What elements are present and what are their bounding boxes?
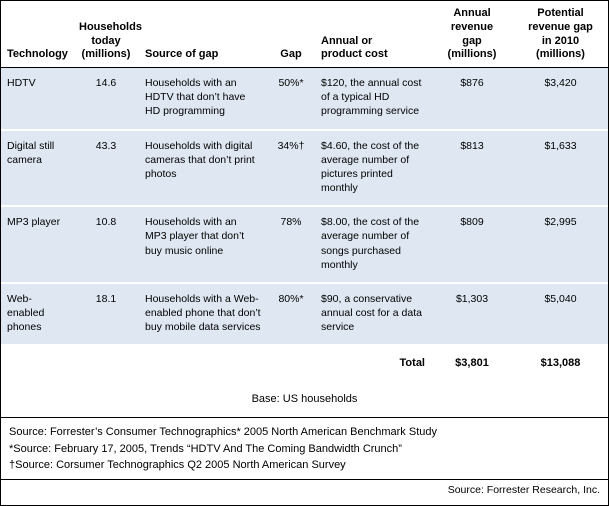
source-line-3: †Source: Corsumer Technographics Q2 2005 North American Survey xyxy=(9,459,346,472)
table-row xyxy=(1,283,608,346)
cell-gap: 78% xyxy=(267,206,315,283)
cell-potential-revenue-gap: $1,633 xyxy=(513,130,608,207)
cell-households-today: 14.6 xyxy=(73,68,139,130)
footer-source: Source: Forrester Research, Inc. xyxy=(447,483,600,496)
column-header-households-line2: today xyxy=(91,34,121,47)
cell-technology: Web-enabled phones xyxy=(1,283,73,346)
cell-cost: $4.60, the cost of the average number of pictures printed monthly xyxy=(315,130,431,207)
source-line-2: *Source: February 17, 2005, Trends “HDTV And The Coming Bandwidth Crunch” xyxy=(9,442,402,455)
cell-source-of-gap: Households with an MP3 player that don’t buy music online xyxy=(139,206,267,283)
base-note: Base: US households xyxy=(251,393,358,406)
total-spacer-2 xyxy=(73,345,139,375)
column-header-households-today xyxy=(73,1,142,68)
table-row xyxy=(1,68,608,130)
cell-potential-revenue-gap: $3,420 xyxy=(513,68,608,130)
table-header xyxy=(1,1,608,68)
cell-annual-revenue-gap: $876 xyxy=(431,68,513,130)
source-line-1: Source: Forrester’s Consumer Technographics* 2005 North American Benchmark Study xyxy=(9,426,437,439)
cell-annual-revenue-gap: $809 xyxy=(431,206,513,283)
column-header-prg-line4: (millions) xyxy=(536,48,585,61)
cell-cost: $90, a conservative annual cost for a data service xyxy=(315,283,431,346)
column-header-source-of-gap xyxy=(139,1,267,68)
column-header-households-line3: (millions) xyxy=(81,48,131,61)
table-row xyxy=(1,130,608,207)
cell-annual-revenue-gap: $813 xyxy=(431,130,513,207)
column-header-gap-label: Gap xyxy=(280,48,302,61)
total-potential-revenue-gap: $13,088 xyxy=(513,345,608,375)
cell-source-of-gap: Households with an HDTV that don’t have HD programming xyxy=(139,68,267,130)
column-header-source-of-gap-label: Source of gap xyxy=(145,48,219,61)
column-header-prg-line3: in 2010 xyxy=(541,34,580,47)
cell-technology: Digital still camera xyxy=(1,130,73,207)
cell-potential-revenue-gap: $2,995 xyxy=(513,206,608,283)
header-row xyxy=(1,1,608,68)
cell-cost: $120, the annual cost of a typical HD programming service xyxy=(315,68,431,130)
total-spacer-1 xyxy=(1,345,73,375)
total-spacer-3 xyxy=(139,345,267,375)
column-header-prg-line1: Potential xyxy=(537,7,584,19)
revenue-gap-table xyxy=(1,1,608,375)
column-header-potential-revenue-gap xyxy=(513,1,608,68)
cell-potential-revenue-gap: $5,040 xyxy=(513,283,608,346)
cell-annual-revenue-gap: $1,303 xyxy=(431,283,513,346)
column-header-arg-line1: Annual xyxy=(453,7,491,19)
total-spacer-4 xyxy=(267,345,315,375)
column-header-technology xyxy=(1,1,73,68)
column-header-arg-line2: revenue xyxy=(450,20,494,33)
column-header-technology-label: Technology xyxy=(7,48,68,61)
cell-cost: $8.00, the cost of the average number of songs purchased monthly xyxy=(315,206,431,283)
total-label: Total xyxy=(315,345,431,375)
column-header-annual-revenue-gap xyxy=(431,1,513,68)
cell-technology: MP3 player xyxy=(1,206,73,283)
column-header-households-line1: Households xyxy=(79,20,142,33)
column-header-cost-line1: Annual or xyxy=(321,34,373,47)
column-header-prg-line2: revenue gap xyxy=(528,20,593,33)
cell-source-of-gap: Households with digital cameras that don’t print photos xyxy=(139,130,267,207)
cell-technology: HDTV xyxy=(1,68,73,130)
total-annual-revenue-gap: $3,801 xyxy=(431,345,513,375)
total-row xyxy=(1,345,608,375)
cell-gap: 80%* xyxy=(267,283,315,346)
cell-gap: 50%* xyxy=(267,68,315,130)
column-header-cost-line2: product cost xyxy=(321,48,388,61)
cell-households-today: 10.8 xyxy=(73,206,139,283)
cell-households-today: 43.3 xyxy=(73,130,139,207)
cell-households-today: 18.1 xyxy=(73,283,139,346)
table-row xyxy=(1,206,608,283)
cell-source-of-gap: Households with a Web-enabled phone that don’t buy mobile data services xyxy=(139,283,267,346)
table-body xyxy=(1,68,608,376)
cell-gap: 34%† xyxy=(267,130,315,207)
column-header-arg-line4: (millions) xyxy=(447,48,497,61)
sources-block xyxy=(1,418,608,479)
column-header-arg-line3: gap xyxy=(462,34,482,47)
column-header-annual-or-product-cost xyxy=(315,1,431,68)
column-header-gap xyxy=(267,1,315,68)
